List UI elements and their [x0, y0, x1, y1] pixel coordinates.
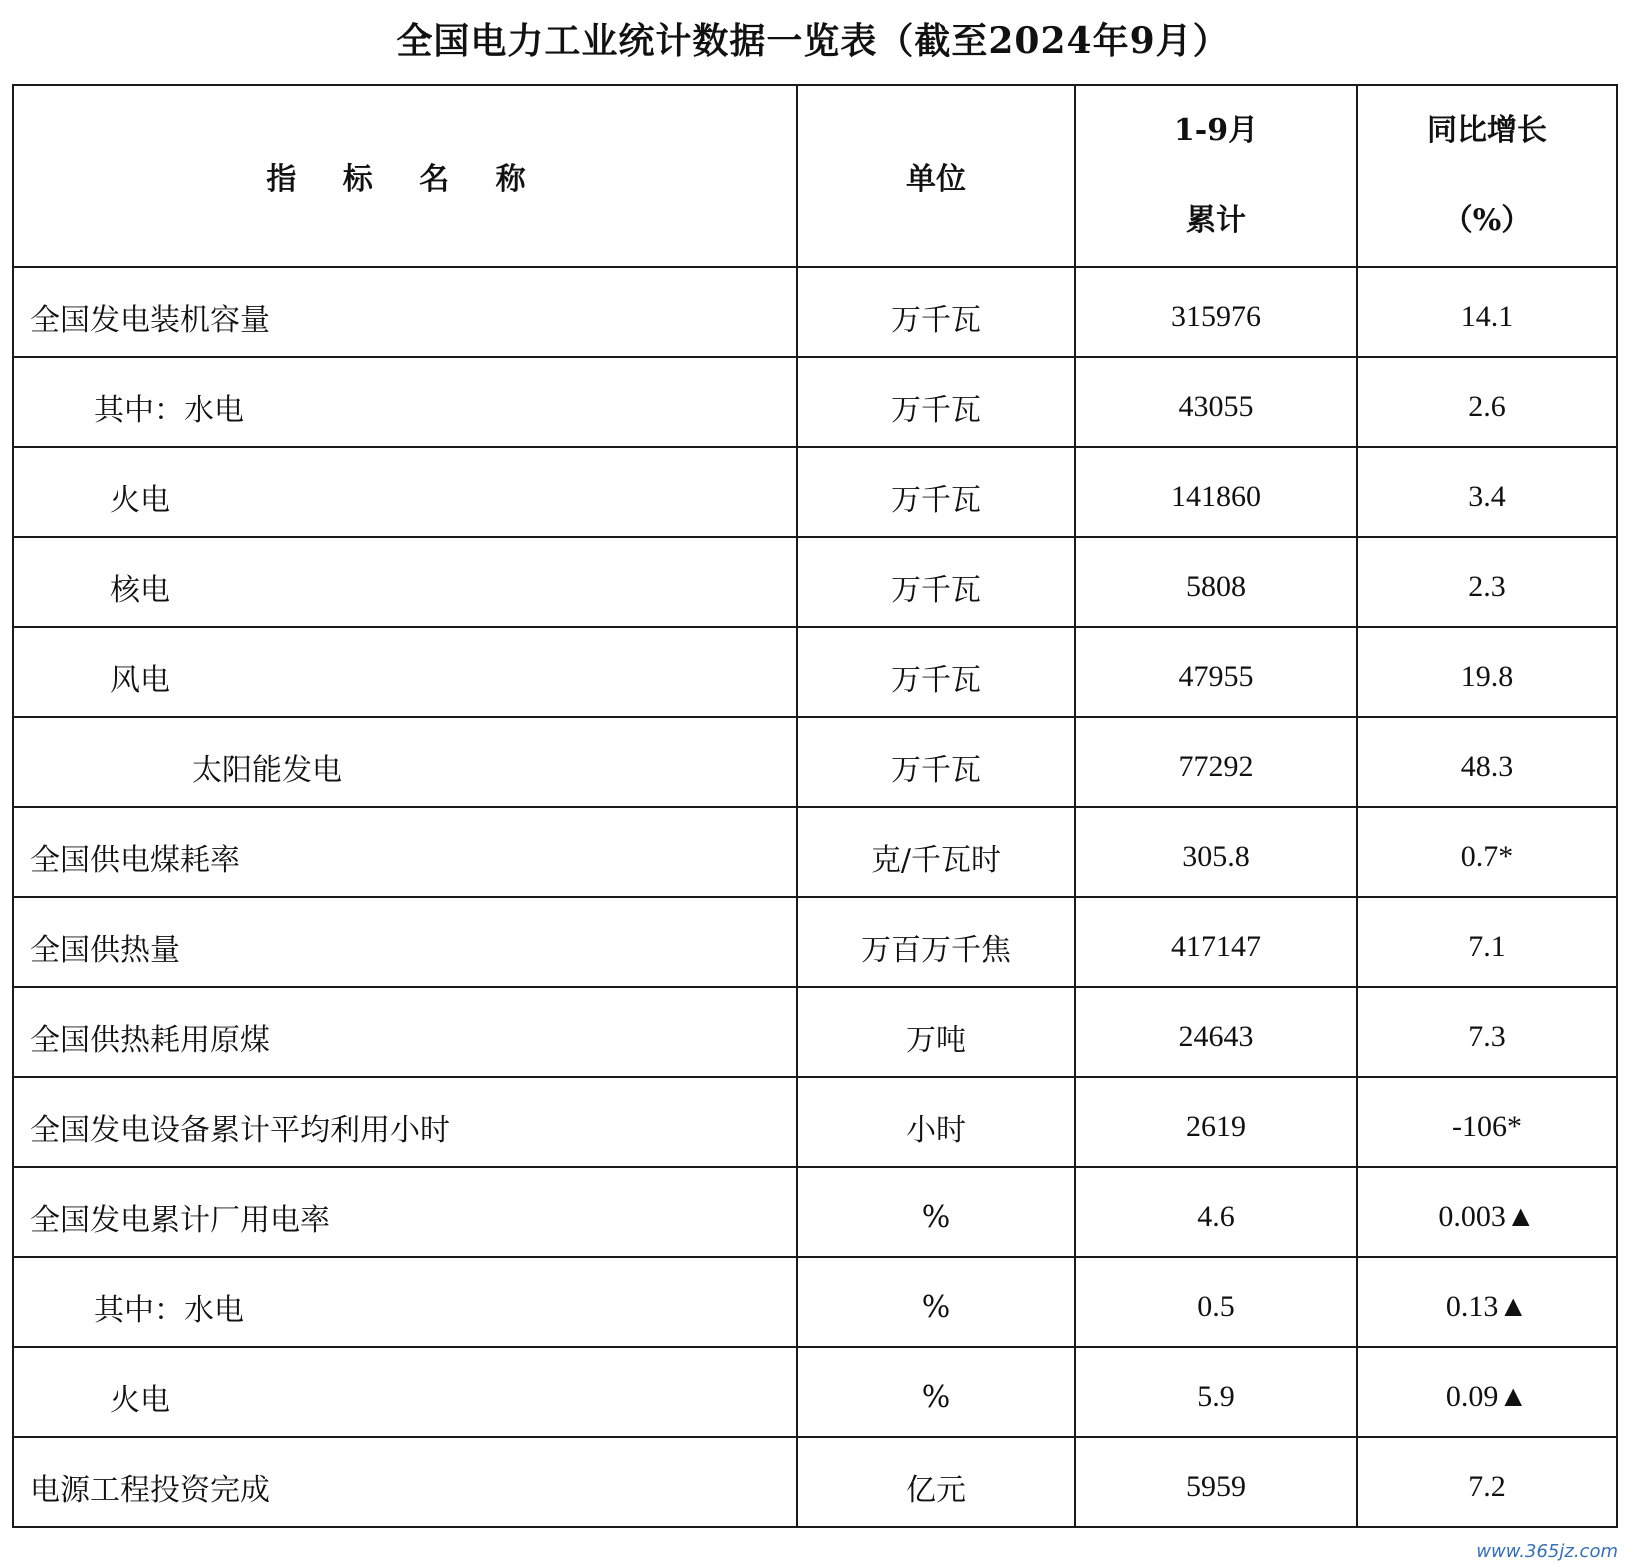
indicator-unit: 万千瓦 [797, 717, 1075, 807]
indicator-unit: % [797, 1257, 1075, 1347]
indicator-yoy: 48.3 [1357, 717, 1617, 807]
table-body [13, 267, 1617, 1527]
table-row [13, 897, 1617, 987]
indicator-yoy: 14.1 [1357, 267, 1617, 357]
indicator-name: 太阳能发电 [13, 717, 797, 807]
header-yoy-line1: 同比增长 [1427, 113, 1547, 148]
table-row [13, 447, 1617, 537]
indicator-value: 2619 [1075, 1077, 1357, 1167]
indicator-value: 305.8 [1075, 807, 1357, 897]
indicator-name: 其中：水电 [13, 1257, 797, 1347]
table-row [13, 357, 1617, 447]
indicator-value: 417147 [1075, 897, 1357, 987]
indicator-yoy: 7.1 [1357, 897, 1617, 987]
header-unit [797, 85, 1075, 267]
table-row [13, 717, 1617, 807]
table-row [13, 1077, 1617, 1167]
indicator-value: 24643 [1075, 987, 1357, 1077]
indicator-value: 77292 [1075, 717, 1357, 807]
header-yoy [1357, 85, 1617, 267]
header-unit-label: 单位 [906, 162, 966, 197]
indicator-unit: 万千瓦 [797, 267, 1075, 357]
table-row [13, 537, 1617, 627]
indicator-unit: 小时 [797, 1077, 1075, 1167]
header-yoy-line2: （%） [1442, 203, 1532, 238]
indicator-value: 47955 [1075, 627, 1357, 717]
indicator-name: 火电 [13, 1347, 797, 1437]
indicator-value: 5808 [1075, 537, 1357, 627]
indicator-yoy: 3.4 [1357, 447, 1617, 537]
indicator-name: 全国发电设备累计平均利用小时 [13, 1077, 797, 1167]
indicator-unit: % [797, 1167, 1075, 1257]
indicator-name: 全国发电累计厂用电率 [13, 1167, 797, 1257]
indicator-unit: 万千瓦 [797, 627, 1075, 717]
indicator-name: 核电 [13, 537, 797, 627]
indicator-value: 0.5 [1075, 1257, 1357, 1347]
indicator-yoy: 0.13▲ [1357, 1257, 1617, 1347]
indicator-unit: 万千瓦 [797, 357, 1075, 447]
indicator-unit: 亿元 [797, 1437, 1075, 1527]
indicator-name: 全国供热量 [13, 897, 797, 987]
indicator-unit: 万千瓦 [797, 537, 1075, 627]
table-row [13, 1257, 1617, 1347]
indicator-yoy: 19.8 [1357, 627, 1617, 717]
table-row [13, 627, 1617, 717]
indicator-unit: 万吨 [797, 987, 1075, 1077]
table-row [13, 987, 1617, 1077]
table-row [13, 807, 1617, 897]
indicator-name: 全国供电煤耗率 [13, 807, 797, 897]
indicator-yoy: 7.3 [1357, 987, 1617, 1077]
page-title: 全国电力工业统计数据一览表（截至2024年9月） [396, 20, 1230, 62]
header-row [13, 85, 1617, 267]
indicator-yoy: 0.7* [1357, 807, 1617, 897]
indicator-value: 5959 [1075, 1437, 1357, 1527]
watermark: www.365jz.com [1476, 1541, 1618, 1562]
indicator-value: 43055 [1075, 357, 1357, 447]
indicator-unit: 万百万千焦 [797, 897, 1075, 987]
indicator-yoy: -106* [1357, 1077, 1617, 1167]
header-indicator-name [13, 85, 797, 267]
indicator-unit: 万千瓦 [797, 447, 1075, 537]
indicator-name: 风电 [13, 627, 797, 717]
table-row [13, 1167, 1617, 1257]
header-cumulative-line1: 1-9月 [1173, 113, 1259, 148]
header-indicator-name-label: 指 标 名 称 [266, 162, 544, 197]
indicator-name: 电源工程投资完成 [13, 1437, 797, 1527]
indicator-name: 全国发电装机容量 [13, 267, 797, 357]
table-row [13, 1347, 1617, 1437]
table-row [13, 1437, 1617, 1527]
indicator-value: 5.9 [1075, 1347, 1357, 1437]
indicator-unit: 克/千瓦时 [797, 807, 1075, 897]
indicator-yoy: 0.003▲ [1357, 1167, 1617, 1257]
indicator-yoy: 2.6 [1357, 357, 1617, 447]
indicator-value: 315976 [1075, 267, 1357, 357]
indicator-value: 141860 [1075, 447, 1357, 537]
indicator-yoy: 2.3 [1357, 537, 1617, 627]
indicator-name: 其中：水电 [13, 357, 797, 447]
indicator-yoy: 7.2 [1357, 1437, 1617, 1527]
table-header [13, 85, 1617, 267]
indicator-name: 全国供热耗用原煤 [13, 987, 797, 1077]
indicator-name: 火电 [13, 447, 797, 537]
indicator-value: 4.6 [1075, 1167, 1357, 1257]
header-cumulative [1075, 85, 1357, 267]
indicator-unit: % [797, 1347, 1075, 1437]
indicator-yoy: 0.09▲ [1357, 1347, 1617, 1437]
header-cumulative-line2: 累计 [1186, 203, 1246, 238]
statistics-table [12, 84, 1618, 1528]
table-row [13, 267, 1617, 357]
